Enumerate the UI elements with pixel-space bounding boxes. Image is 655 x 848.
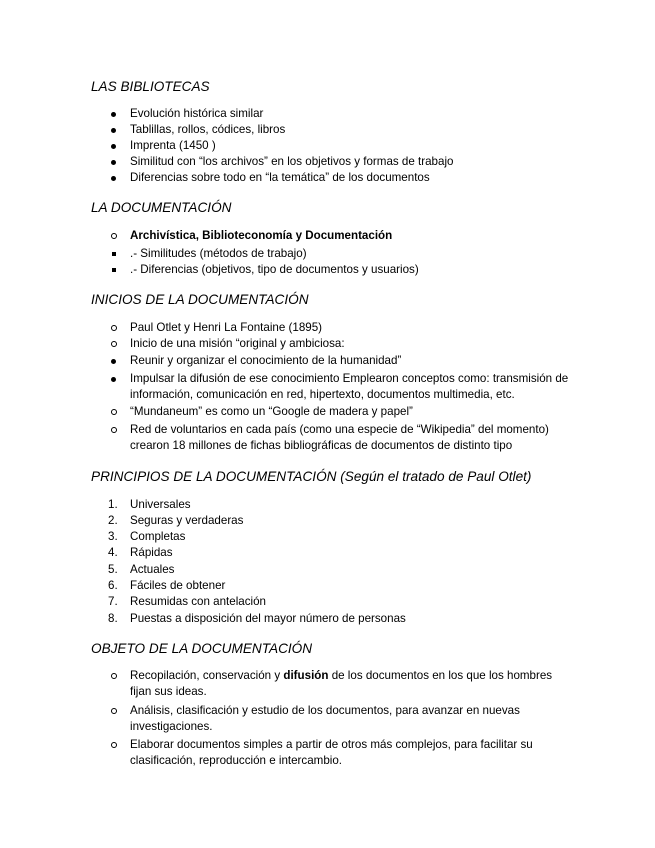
bold-text: difusión	[283, 669, 329, 682]
list-item: Impulsar la difusión de ese conocimiento Emplearon conceptos como: transmisión de información, comunicación en red, hipertexto, documentos multimedia, etc.	[130, 372, 569, 401]
list-item: Puestas a disposición del mayor número de personas	[130, 612, 406, 625]
item-text: de los documentos en los que los hombres fijan sus ideas.	[130, 669, 553, 698]
list-number: 4.	[108, 546, 118, 559]
list-item: Paul Otlet y Henri La Fontaine (1895)	[130, 321, 323, 334]
list-item	[130, 668, 570, 700]
list-item: Seguras y verdaderas	[130, 514, 244, 527]
list-item: Completas	[130, 530, 186, 543]
list-item: “Mundaneum” es como un “Google de madera y papel”	[130, 405, 413, 418]
list-number: 8.	[108, 612, 118, 625]
list-number: 7.	[108, 595, 118, 608]
list-item: Red de voluntarios en cada país (como una especie de “Wikipedia” del momento) crearon 18 millones de fichas bibliográficas de documentos de distinto tipo	[130, 423, 549, 452]
list-number: 1.	[108, 498, 118, 511]
list-item: Diferencias sobre todo en “la temática” de los documentos	[130, 171, 430, 184]
heading-objeto-documentacion: OBJETO DE LA DOCUMENTACIÓN	[91, 641, 313, 656]
list-item: Evolución histórica similar	[130, 107, 264, 120]
list-number: 6.	[108, 579, 118, 592]
list-item: Reunir y organizar el conocimiento de la humanidad”	[130, 354, 402, 367]
list-number: 2.	[108, 514, 118, 527]
list-item: Elaborar documentos simples a partir de otros más complejos, para facilitar su clasificación, reproducción e intercambio.	[130, 738, 533, 767]
list-item: Actuales	[130, 563, 175, 576]
heading-inicios-documentacion: INICIOS DE LA DOCUMENTACIÓN	[91, 292, 309, 307]
list-item: Inicio de una misión “original y ambiciosa:	[130, 337, 345, 350]
list-item: Análisis, clasificación y estudio de los documentos, para avanzar en nuevas investigaciones.	[130, 704, 520, 733]
list-item: Fáciles de obtener	[130, 579, 226, 592]
list-item: .- Similitudes (métodos de trabajo)	[130, 247, 307, 260]
list-number: 5.	[108, 563, 118, 576]
list-item: .- Diferencias (objetivos, tipo de documentos y usuarios)	[130, 263, 419, 276]
list-item: Archivística, Biblioteconomía y Documentación	[130, 229, 393, 242]
list-item: Rápidas	[130, 546, 173, 559]
list-item: Resumidas con antelación	[130, 595, 266, 608]
list-item: Tablillas, rollos, códices, libros	[130, 123, 286, 136]
list-item: Similitud con “los archivos” en los objetivos y formas de trabajo	[130, 155, 454, 168]
item-text: Recopilación, conservación y	[130, 669, 284, 682]
list-number: 3.	[108, 530, 118, 543]
list-item: Imprenta (1450 )	[130, 139, 216, 152]
heading-principios-documentacion: PRINCIPIOS DE LA DOCUMENTACIÓN (Según el tratado de Paul Otlet)	[91, 469, 532, 484]
heading-la-documentacion: LA DOCUMENTACIÓN	[91, 200, 232, 215]
heading-las-bibliotecas: LAS BIBLIOTECAS	[91, 79, 210, 94]
list-item: Universales	[130, 498, 191, 511]
